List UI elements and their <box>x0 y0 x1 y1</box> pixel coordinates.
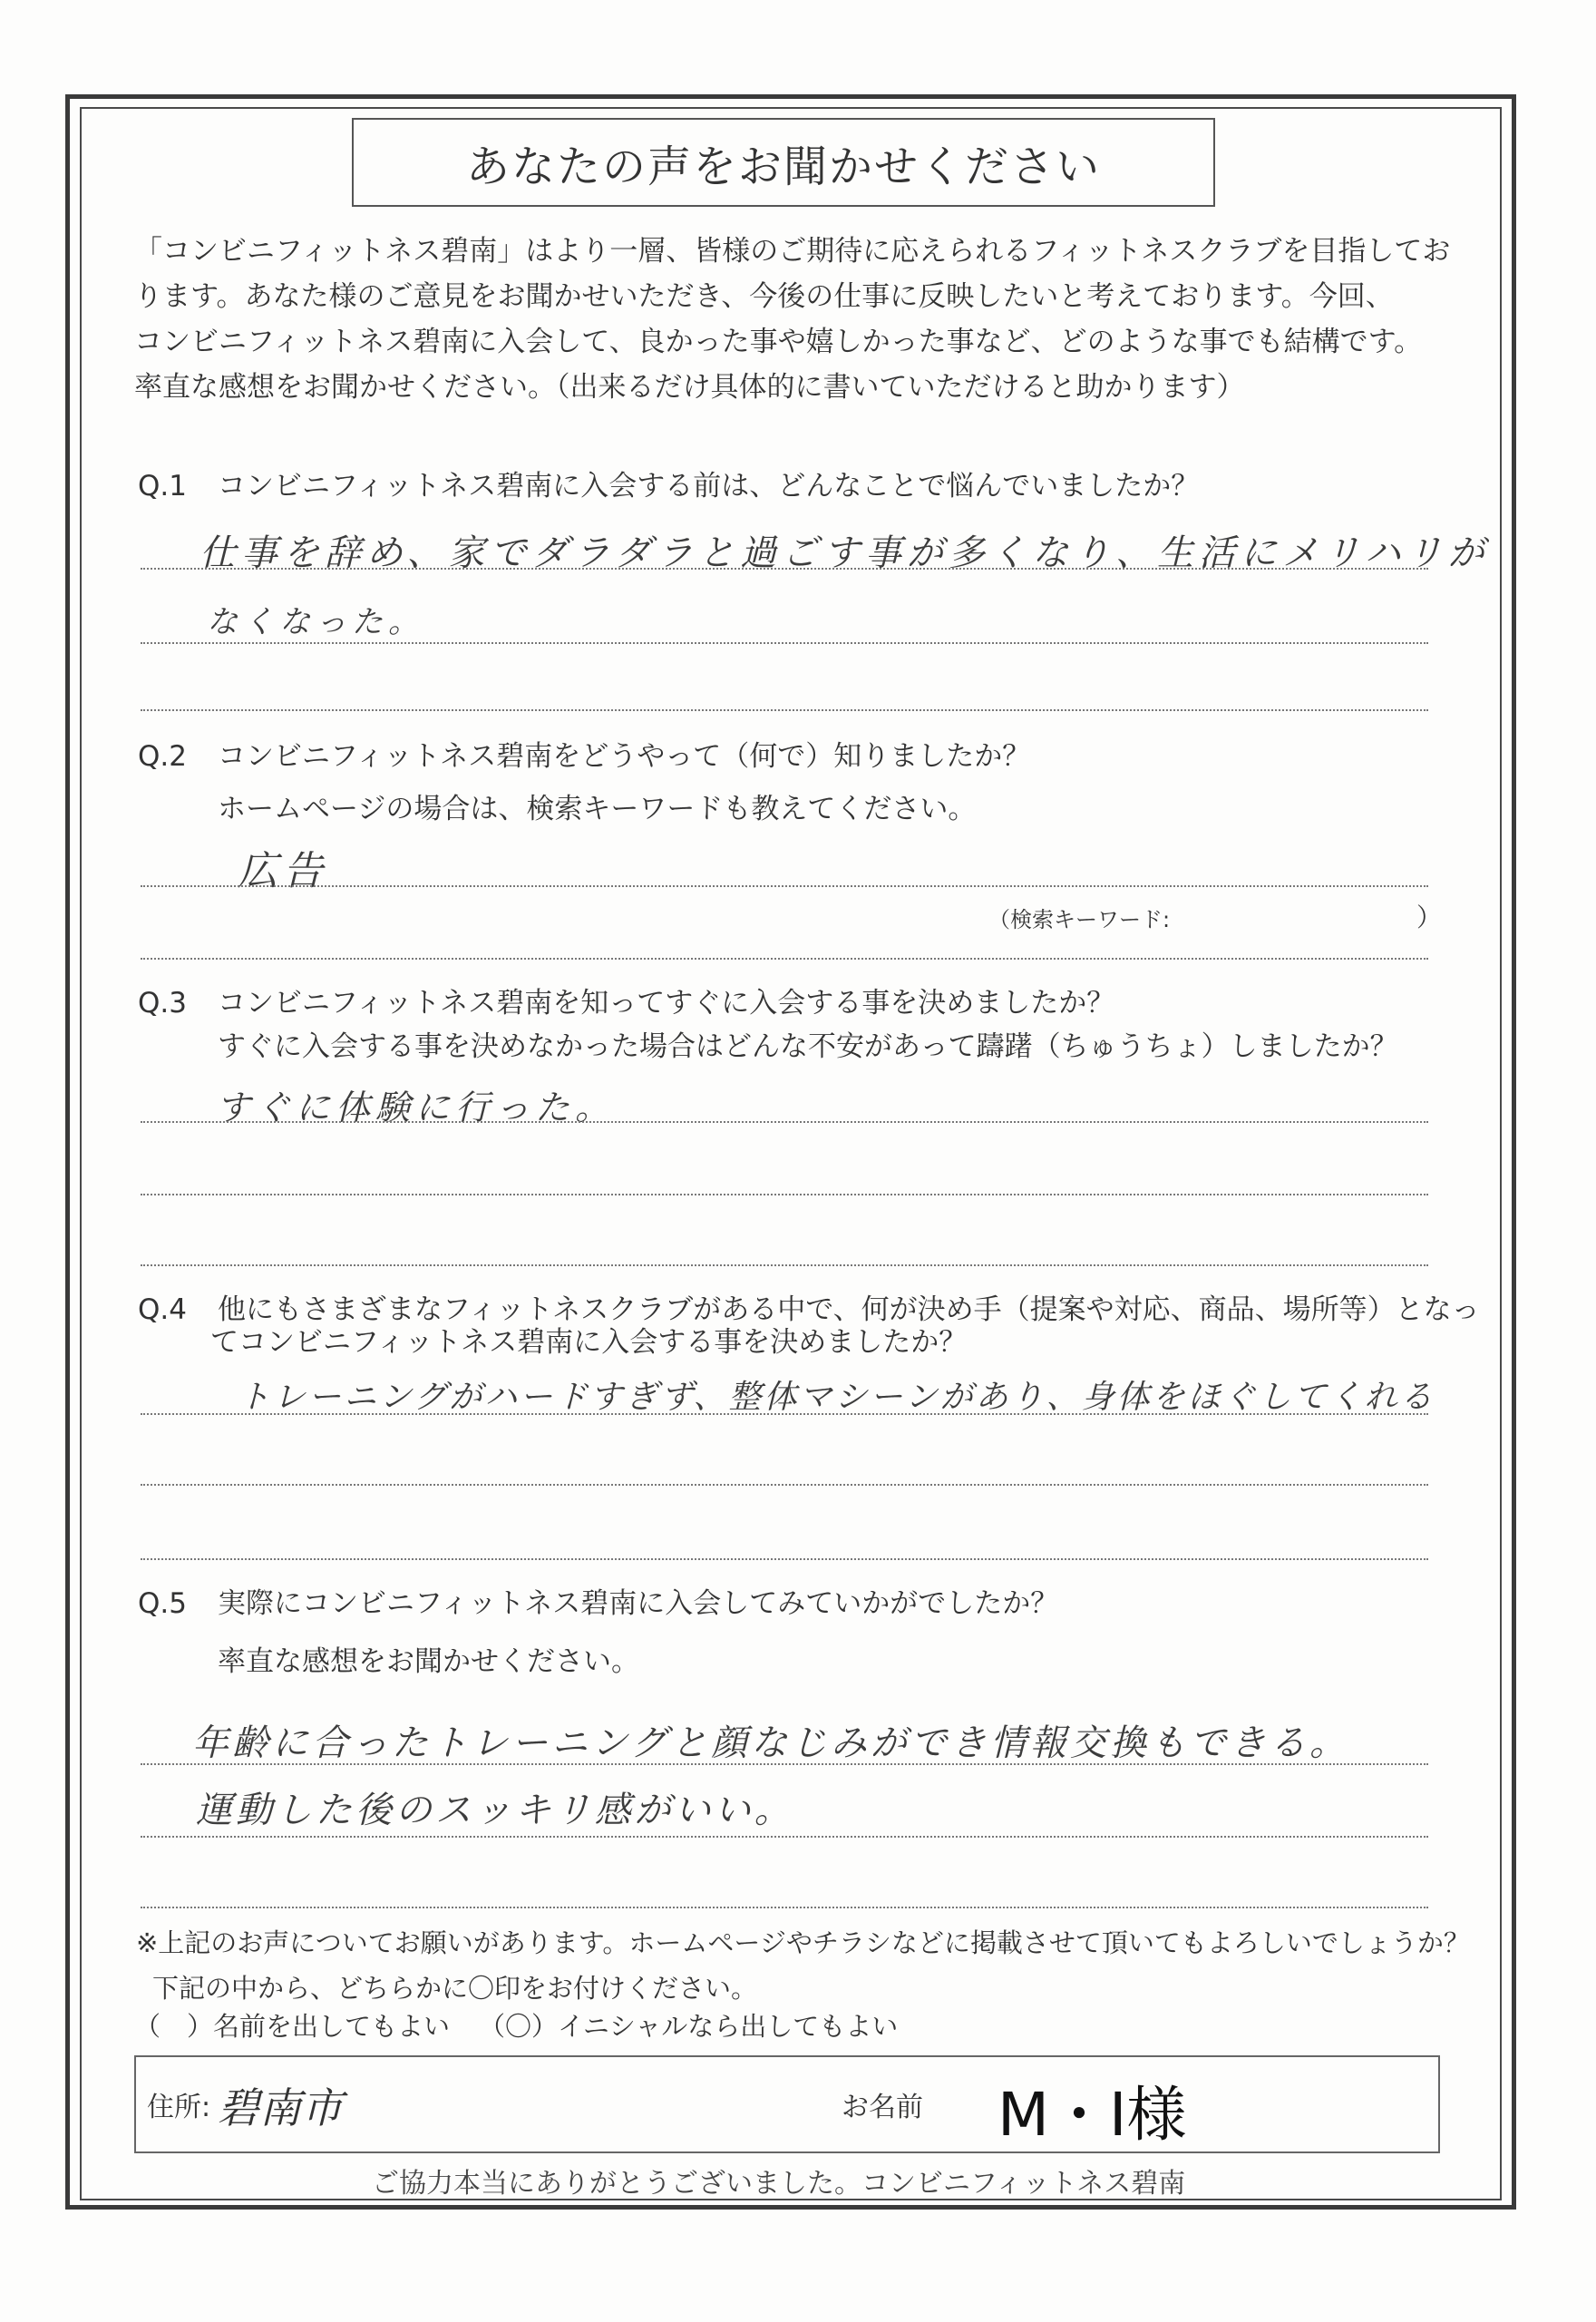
question-text: コンビニフィットネス碧南に入会する前は、どんなことで悩んでいましたか？ <box>218 470 1200 502</box>
question-5-sub: 率直な感想をお聞かせください。 <box>218 1645 639 1678</box>
answer-5-line-2: 運動した後のスッキリ感がいい。 <box>196 1790 794 1831</box>
answer-line <box>141 1194 1428 1195</box>
option-name-ok: （ ）名前を出してもよい <box>134 2011 451 2042</box>
question-text: 実際にコンビニフィットネス碧南に入会してみていかがでしたか？ <box>218 1587 1059 1620</box>
answer-4: トレーニングがハードすぎず、整体マシーンがあり、身体をほぐしてくれる <box>238 1379 1435 1416</box>
answer-line <box>141 1558 1428 1560</box>
question-2 <box>138 733 1030 774</box>
intro-line: コンビニフィットネス碧南に入会して、良かった事や嬉しかった事など、どのような事でも結構です。 <box>134 326 1423 358</box>
keyword-label: （検索キーワード: <box>988 907 1171 932</box>
question-number: Q.1 <box>138 470 187 502</box>
answer-line <box>141 885 1428 887</box>
intro-paragraph <box>134 229 1458 410</box>
name-value: M・I様 <box>998 2080 1187 2150</box>
answer-line <box>141 1484 1428 1486</box>
question-2-sub: ホームページの場合は、検索キーワードも教えてください。 <box>218 793 977 825</box>
answer-3: すぐに体験に行った。 <box>216 1088 616 1127</box>
answer-1-line-2: なくなった。 <box>207 604 424 640</box>
address-name-box <box>134 2055 1440 2153</box>
question-text: コンビニフィットネス碧南を知ってすぐに入会する事を決めましたか？ <box>218 987 1115 1020</box>
question-number: Q.3 <box>138 987 187 1020</box>
permission-note: ※上記のお声についてお願いがあります。ホームページやチラシなどに掲載させて頂いてもよろしいでしょうか？ <box>136 1927 1470 1958</box>
intro-line: ります。あなた様のご意見をお聞かせいただき、今後の仕事に反映したいと考えております。今回、 <box>134 280 1394 313</box>
keyword-close: ） <box>1416 902 1443 932</box>
permission-instruction: 下記の中から、どちらかに〇印をお付けください。 <box>152 1973 758 2004</box>
name-label: お名前 <box>842 2092 923 2123</box>
answer-line <box>141 1836 1428 1838</box>
question-5 <box>138 1580 1058 1621</box>
answer-line <box>141 958 1428 960</box>
question-4-sub: てコンビニフィットネス碧南に入会する事を決めましたか？ <box>210 1326 968 1359</box>
footer-thanks: ご協力本当にありがとうございました。コンビニフィットネス碧南 <box>372 2168 1186 2200</box>
form-title: あなたの声をお聞かせください <box>352 118 1215 207</box>
answer-line <box>141 1763 1428 1765</box>
question-number: Q.4 <box>138 1293 187 1326</box>
answer-line <box>141 568 1428 570</box>
answer-line <box>141 1907 1428 1908</box>
address-value: 碧南市 <box>218 2083 343 2132</box>
intro-line: 率直な感想をお聞かせください。（出来るだけ具体的に書いていただけると助かります） <box>134 371 1245 404</box>
inner-frame <box>80 107 1502 2200</box>
answer-line <box>141 1413 1428 1415</box>
answer-line <box>141 1264 1428 1266</box>
answer-2: 広告 <box>238 848 328 894</box>
intro-line: 「コンビニフィットネス碧南」はより一層、皆様のご期待に応えられるフィットネスクラブを目指してお <box>134 235 1451 268</box>
question-3-sub: すぐに入会する事を決めなかった場合はどんな不安があって躊躇（ちゅうちょ）しましたか？ <box>218 1030 1398 1063</box>
question-text: コンビニフィットネス碧南をどうやって（何で）知りましたか？ <box>218 740 1031 773</box>
answer-line <box>141 642 1428 644</box>
answer-line <box>141 1121 1428 1123</box>
question-text: 他にもさまざまなフィットネスクラブがある中で、何が決め手（提案や対応、商品、場所等）となっ <box>218 1293 1480 1326</box>
question-1 <box>138 463 1199 503</box>
answer-line <box>141 709 1428 711</box>
question-number: Q.5 <box>138 1587 187 1620</box>
question-number: Q.2 <box>138 740 187 773</box>
question-3 <box>138 980 1114 1020</box>
option-initials-ok: （〇）イニシャルなら出してもよい <box>479 2011 899 2042</box>
answer-1-line-1: 仕事を辞め、家でダラダラと過ごす事が多くなり、生活にメリハリが <box>200 532 1490 574</box>
answer-5-line-1: 年齢に合ったトレーニングと顔なじみができ情報交換もできる。 <box>192 1722 1349 1764</box>
address-label: 住所: <box>147 2092 211 2123</box>
